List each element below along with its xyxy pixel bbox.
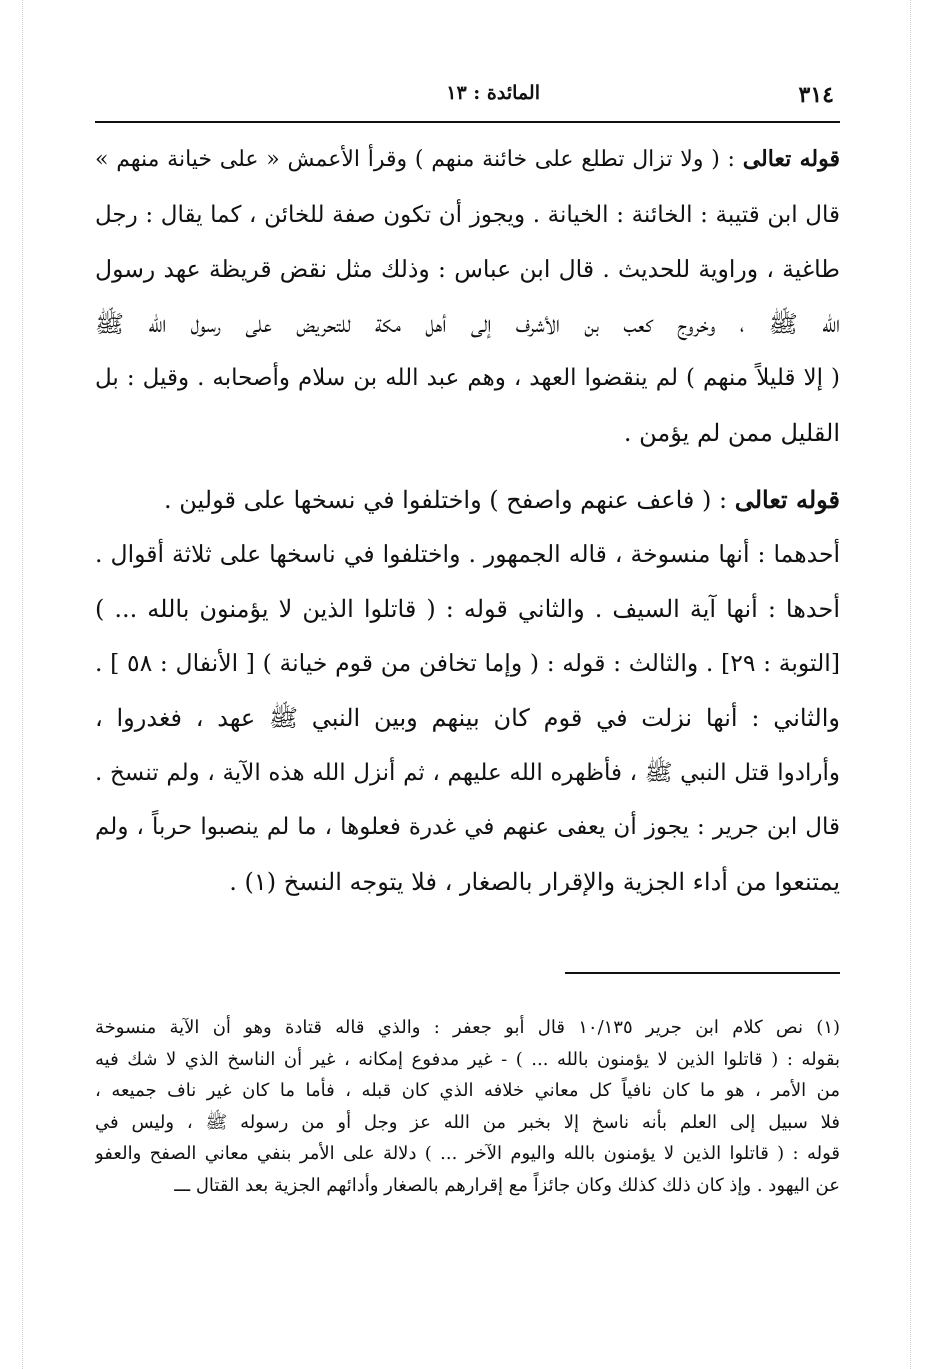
footnote-line: فلا سبيل إلى العلم بأنه ناسخ إلا بخبر من الله عز وجل أو من رسوله ﷺ ، وليس في [95, 1111, 840, 1133]
text-line [95, 242, 840, 297]
text-line [95, 855, 840, 910]
left-margin-guide [22, 0, 23, 1369]
text-line [95, 691, 840, 746]
line-text: يمتنعوا من أداء الجزية والإقرار بالصغار ، فلا يتوجه النسخ (١) . [229, 867, 840, 896]
page-header [95, 78, 840, 118]
line-text: قال ابن جرير : يجوز أن يعفى عنهم في غدرة فعلوها ، ما لم ينصبوا حرباً ، ولم [95, 814, 840, 841]
text-line [95, 800, 840, 855]
line-text: وأرادوا قتل النبي ﷺ ، فأظهره الله عليهم ، ثم أنزل الله هذه الآية ، ولم تنسخ . [95, 759, 840, 786]
text-line [95, 297, 840, 352]
main-text [95, 132, 840, 909]
page-number: ٣١٤ [798, 82, 834, 108]
keyword-heading: قوله تعالى [734, 484, 840, 514]
line-text: أحدهما : أنها منسوخة ، قاله الجمهور . واختلفوا في ناسخها على ثلاثة أقوال . [95, 540, 840, 569]
line-text: قال ابن قتيبة : الخائنة : الخيانة . ويجوز أن تكون صفة للخائن ، كما يقال : رجل [95, 201, 840, 228]
text-line [95, 406, 840, 461]
right-margin-guide [910, 0, 911, 1369]
text-line [95, 188, 840, 243]
text-line [95, 527, 840, 582]
line-text: والثاني : أنها نزلت في قوم كان بينهم وبين النبي ﷺ عهد ، فغدروا ، [95, 703, 840, 732]
text-line [95, 636, 840, 691]
line-text: أحدها : أنها آية السيف . والثاني قوله : ( قاتلوا الذين لا يؤمنون بالله ... ) [95, 594, 840, 623]
running-head: المائدة : ١٣ [446, 82, 540, 104]
text-line [95, 132, 840, 188]
header-rule [95, 121, 840, 123]
text-line [95, 582, 840, 637]
line-text: ( إلا قليلاً منهم ) لم ينقضوا العهد ، وهم عبد الله بن سلام وأصحابه . وقيل : بل [95, 365, 840, 392]
footnote-rule [565, 972, 840, 974]
line-text: طاغية ، وراوية للحديث . قال ابن عباس : وذلك مثل نقض قريظة عهد رسول [95, 255, 840, 284]
line-text: : ( ولا تزال تطلع على خائنة منهم ) وقرأ الأعمش « على خيانة منهم » [95, 147, 743, 172]
footnote-line: قوله : ( قاتلوا الذين لا يؤمنون بالله واليوم الآخر ... ) دلالة على الأمر بنفي معاني الصفح والعفو [95, 1143, 840, 1165]
footnote-line: من الأمر ، هو ما كان نافياً كل معاني خلافه الذي كان قبله ، فأما ما كان غير ناف جميعه ، [95, 1080, 840, 1102]
line-text: [التوبة : ٢٩] . والثالث : قوله : ( وإما تخافن من قوم خيانة ) [ الأنفال : ٥٨ ] . [95, 649, 840, 678]
line-text: القليل ممن لم يؤمن . [623, 418, 840, 447]
footnote-line: عن اليهود . وإذ كان ذلك كذلك وكان جائزاً مع إقرارهم بالصغار وأدائهم الجزية بعد القتال ـــ [174, 1174, 840, 1196]
line-text: الله ﷺ ، وخروج كعب بن الأشرف إلى أهل مكة للتحريض على رسول الله ﷺ [95, 309, 840, 338]
footnote-line: (١) نص كلام ابن جرير ١٠/١٣٥ قال أبو جعفر : والذي قاله قتادة وهو أن الآية منسوخة [95, 1017, 840, 1038]
keyword-heading: قوله تعالى [742, 146, 840, 172]
line-text: : ( فاعف عنهم واصفح ) واختلفوا في نسخها على قولين . [164, 485, 735, 514]
footnote-line: بقوله : ( قاتلوا الذين لا يؤمنون بالله ... ) - غير مدفوع إمكانه ، غير أن الناسخ الذي لا شك فيه [95, 1048, 840, 1070]
text-line [95, 473, 840, 528]
text-line [95, 351, 840, 406]
paragraph-gap [95, 461, 840, 473]
footnotes [95, 1012, 840, 1202]
text-line [95, 746, 840, 801]
